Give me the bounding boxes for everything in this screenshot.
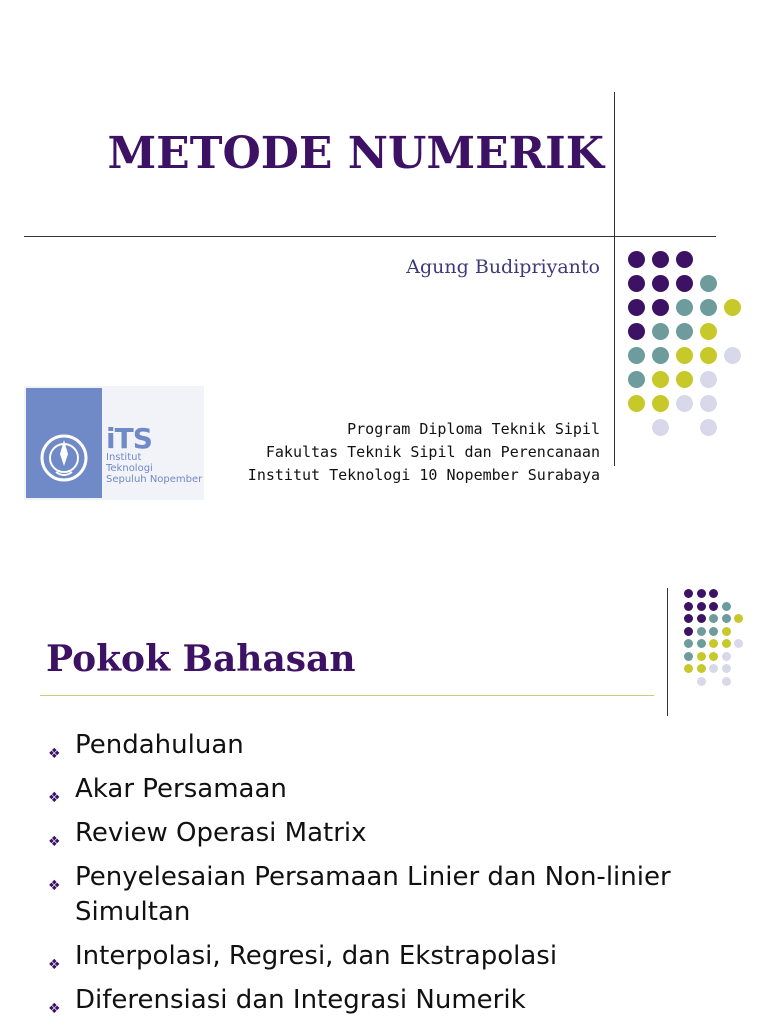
- affiliation-line: Fakultas Teknik Sipil dan Perencanaan: [265, 443, 600, 461]
- decorative-dot: [700, 371, 717, 388]
- decorative-dot: [684, 639, 693, 648]
- diamond-bullet-icon: ❖: [48, 1001, 61, 1017]
- decorative-dot: [697, 627, 706, 636]
- diamond-bullet-icon: ❖: [48, 957, 61, 973]
- decorative-dot: [652, 371, 669, 388]
- decorative-dot: [684, 627, 693, 636]
- diamond-bullet-icon: ❖: [48, 746, 61, 762]
- its-emblem-icon: [26, 388, 102, 498]
- decorative-dot: [722, 652, 731, 661]
- decorative-dot: [700, 275, 717, 292]
- decorative-dot: [709, 639, 718, 648]
- decorative-dot: [722, 677, 731, 686]
- decorative-dot: [684, 589, 693, 598]
- vertical-divider: [614, 92, 615, 466]
- decorative-dot: [628, 275, 645, 292]
- decorative-dot: [676, 251, 693, 268]
- logo-acronym: iTS: [106, 422, 152, 455]
- decorative-dot: [628, 251, 645, 268]
- decorative-dot: [709, 602, 718, 611]
- decorative-dot: [700, 299, 717, 316]
- decorative-dot: [652, 251, 669, 268]
- list-item: ❖ Penyelesaian Persamaan Linier dan Non-linier Simultan: [48, 862, 671, 927]
- content-slide: [0, 556, 768, 1024]
- decorative-dot: [652, 275, 669, 292]
- decorative-dot: [709, 614, 718, 623]
- decorative-dot: [722, 627, 731, 636]
- decorative-dot: [676, 371, 693, 388]
- decorative-dot: [652, 323, 669, 340]
- decorative-dot: [676, 299, 693, 316]
- horizontal-divider: [24, 236, 716, 237]
- decorative-dot: [628, 395, 645, 412]
- decorative-dot: [676, 347, 693, 364]
- decorative-dot: [652, 347, 669, 364]
- decorative-dot: [700, 395, 717, 412]
- decorative-dot: [724, 347, 741, 364]
- slide-title: Pokok Bahasan: [46, 638, 356, 680]
- decorative-dot: [652, 299, 669, 316]
- decorative-dot: [700, 419, 717, 436]
- decorative-dot: [628, 323, 645, 340]
- list-item: ❖ Review Operasi Matrix: [48, 816, 748, 851]
- its-logo: [24, 386, 204, 500]
- decorative-dot: [700, 347, 717, 364]
- decorative-dot: [684, 614, 693, 623]
- decorative-dot: [676, 323, 693, 340]
- affiliation-line: Program Diploma Teknik Sipil: [347, 420, 600, 438]
- decorative-dot: [697, 652, 706, 661]
- affiliation-line: Institut Teknologi 10 Nopember Surabaya: [247, 466, 600, 484]
- decorative-dot: [697, 664, 706, 673]
- topic-list: [48, 728, 748, 1027]
- decorative-dot: [709, 652, 718, 661]
- decorative-dot: [684, 664, 693, 673]
- decorative-dot: [652, 395, 669, 412]
- affiliation-block: [205, 418, 600, 487]
- title-underline: [40, 695, 654, 696]
- decorative-dot: [628, 299, 645, 316]
- decorative-dot: [676, 395, 693, 412]
- decorative-dot: [709, 627, 718, 636]
- decorative-dot: [697, 602, 706, 611]
- decorative-dot: [722, 602, 731, 611]
- decorative-dot: [697, 639, 706, 648]
- decorative-dot: [684, 652, 693, 661]
- decorative-dot: [724, 299, 741, 316]
- list-item: ❖ Akar Persamaan: [48, 772, 748, 807]
- decorative-dot: [709, 664, 718, 673]
- decorative-dot: [722, 639, 731, 648]
- decorative-dot: [684, 602, 693, 611]
- decorative-dot: [628, 347, 645, 364]
- decorative-dot: [676, 275, 693, 292]
- decorative-dot: [722, 664, 731, 673]
- decorative-dot: [652, 419, 669, 436]
- list-item: ❖ Diferensiasi dan Integrasi Numerik: [48, 983, 748, 1018]
- decorative-dot: [722, 614, 731, 623]
- diamond-bullet-icon: ❖: [48, 834, 61, 850]
- decorative-dot: [697, 677, 706, 686]
- diamond-bullet-icon: ❖: [48, 790, 61, 806]
- decorative-dot: [734, 614, 743, 623]
- list-item: ❖ Interpolasi, Regresi, dan Ekstrapolasi: [48, 939, 748, 974]
- vertical-divider: [667, 588, 668, 716]
- diamond-bullet-icon: ❖: [48, 878, 61, 894]
- slide-title: METODE NUMERIK: [107, 128, 604, 179]
- decorative-dot: [697, 589, 706, 598]
- list-item: ❖ Pendahuluan: [48, 728, 748, 763]
- decorative-dot: [628, 371, 645, 388]
- logo-institution-name: Institut Teknologi Sepuluh Nopember: [106, 452, 203, 485]
- author-name: Agung Budipriyanto: [406, 256, 600, 278]
- decorative-dot: [697, 614, 706, 623]
- decorative-dot: [700, 323, 717, 340]
- decorative-dot: [709, 589, 718, 598]
- decorative-dot: [734, 639, 743, 648]
